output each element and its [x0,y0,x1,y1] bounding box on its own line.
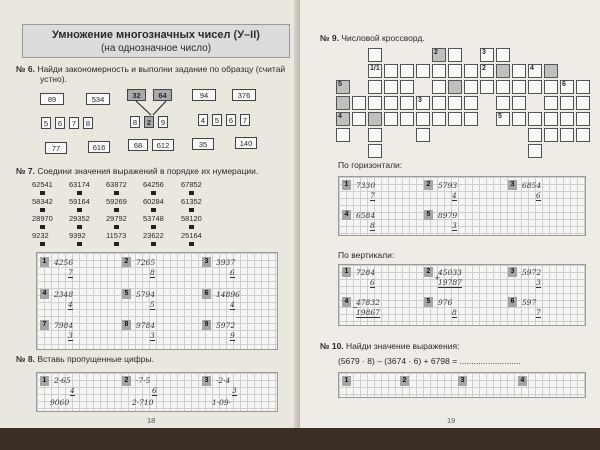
crossword-cell [496,96,510,110]
crossword-number: 2 [482,65,486,72]
ex7-dot-marker [189,208,194,212]
ex7-value: 53748 [143,214,164,223]
crossword-cell [576,112,590,126]
horizontal-grid [338,176,586,236]
task-multiplier: 4 [68,300,73,309]
crossword-cell [368,112,382,126]
ex7-dot-marker [189,225,194,229]
task-multiplier: 5 [150,300,155,309]
crossword-cell [336,96,350,110]
crossword-cell [368,96,382,110]
ex7-text: Соедини значения выражений в порядке их нумерации. [37,166,259,176]
task-multiplier: 8 [452,308,457,317]
crossword-cell [416,128,430,142]
task-number-badge: 5 [424,297,433,307]
ex6-cell: 5 [212,114,222,126]
crossword-cell [384,64,398,78]
crossword-cell [528,112,542,126]
task-multiplier: 4 [452,191,457,200]
task-number-badge: 4 [40,289,49,299]
task-multiplicand: 5972 [216,321,236,330]
task-multiplier: 3 [68,331,73,340]
crossword-cell [576,80,590,94]
crossword-cell [544,128,558,142]
task-multiplicand: 2·65 [54,376,71,385]
task-multiplicand: ·7·5 [136,376,151,385]
crossword-number: 6 [562,81,566,88]
crossword-cell [544,112,558,126]
ex10-text: Найди значение выражения: [346,341,460,351]
task-number-badge: 4 [342,210,351,220]
ex10-expression: (5679 · 8) – (3674 · 6) + 6798 = .......................... [338,356,521,366]
task-multiplier: 7 [370,191,375,200]
ex7-value: 29352 [69,214,90,223]
task-operand-a: 597 [522,298,537,307]
ex6-label: № 6. [16,64,35,74]
ex7-value: 9392 [69,231,86,240]
ex6-cell: 612 [152,139,174,151]
ex6-cell-highlight: 64 [153,89,172,101]
ex6-cell-highlight: 32 [127,89,146,101]
task-multiplicand: 5794 [136,290,156,299]
ex6-cell: 77 [45,142,67,154]
crossword-number: 3 [418,97,422,104]
task-number-badge: 4 [342,297,351,307]
ex6-cell: 6 [55,117,65,129]
crossword-cell [416,112,430,126]
crossword-cell [480,80,494,94]
task-multiplier: 9 [230,331,235,340]
task-sign: − [352,303,359,312]
task-number-badge: 5 [424,210,433,220]
ex7-value: 23622 [143,231,164,240]
crossword-cell [560,112,574,126]
ex7-value: 60284 [143,197,164,206]
crossword-cell [448,80,462,94]
crossword-cell [400,64,414,78]
task-multiplicand: 4256 [54,258,74,267]
task-number-badge: 3 [508,180,517,190]
crossword-cell [352,96,366,110]
crossword-cell [544,80,558,94]
task-multiplier: 6 [536,191,541,200]
task-multiplicand: 14896 [216,290,240,299]
task-multiplicand: 7265 [136,258,156,267]
task-multiplier: 7 [536,308,541,317]
ex7-dot-marker [40,225,45,229]
crossword-cell [496,48,510,62]
task-result: 1·09· [212,398,232,407]
ex10-step-badge: 2 [400,376,409,386]
desk-surface [0,428,600,450]
ex6-cell: 534 [86,93,110,105]
ex7-dot-marker [189,242,194,246]
task-multiplier: 3 [536,278,541,287]
ex7-dot-marker [114,242,119,246]
ex6-cell: 7 [240,114,250,126]
ex10-step-badge: 4 [518,376,527,386]
crossword-cell [576,96,590,110]
task-number-badge: 7 [40,320,49,330]
task-multiplier: 3 [452,221,457,230]
ex6-cell: 68 [128,139,148,151]
task-multiplier: 8 [370,221,375,230]
ex9-text: Числовой кроссворд. [341,33,425,43]
ex7-value: 62541 [32,180,53,189]
crossword-cell [416,64,430,78]
ex6-text-2: устно). [40,74,67,84]
task-operand-b: 19787 [438,278,462,287]
task-number-badge: 1 [40,376,49,386]
ex10-step-badge: 3 [458,376,467,386]
ex8-label: № 8. [16,354,35,364]
crossword-cell [464,96,478,110]
ex7-value: 63872 [106,180,127,189]
ex7-dot-marker [151,225,156,229]
task-number-badge: 3 [202,257,211,267]
crossword-cell [560,96,574,110]
crossword-cell [464,112,478,126]
ex9-label: № 9. [320,33,339,43]
ex9-heading [320,33,425,44]
task-number-badge: 6 [202,289,211,299]
ex7-heading [16,166,286,177]
ex7-value: 63174 [69,180,90,189]
ex7-dot-marker [151,242,156,246]
ex7-dot-marker [40,242,45,246]
task-operand-b: 19867 [356,308,380,317]
crossword-cell [432,112,446,126]
ex7-value: 59269 [106,197,127,206]
ex6-cell-highlight: 2 [144,116,154,128]
task-number-badge: 2 [122,257,131,267]
ex7-value: 28970 [32,214,53,223]
task-multiplier: 6 [152,386,157,395]
task-number-badge: 3 [202,376,211,386]
ex7-value: 58342 [32,197,53,206]
lesson-title [23,29,289,41]
crossword-cell [368,128,382,142]
task-operand-a: 5972 [522,268,542,277]
ex6-cell: 8 [83,117,93,129]
task-operand-a: 47832 [356,298,380,307]
vertical-label: По вертикали: [338,250,395,260]
ex7-dot-marker [40,208,45,212]
task-multiplicand: 7330 [356,181,376,190]
task-multiplicand: 6854 [522,181,542,190]
task-multiplier: 7 [68,268,73,277]
crossword-cell [512,64,526,78]
ex7-value: 29792 [106,214,127,223]
crossword-cell [336,128,350,142]
crossword-cell [432,96,446,110]
crossword-cell [544,96,558,110]
ex7-dot-marker [189,191,194,195]
crossword-cell [448,112,462,126]
task-multiplicand: 9784 [136,321,156,330]
crossword-cell [352,112,366,126]
ex6-cell: 376 [232,89,256,101]
ex7-value: 64256 [143,180,164,189]
crossword-cell [544,64,558,78]
crossword-cell [448,48,462,62]
ex7-dot-marker [114,208,119,212]
task-multiplicand: 8979 [438,211,458,220]
lesson-title-box [22,24,290,58]
crossword-cell [528,144,542,158]
task-multiplicand: 2348 [54,290,74,299]
crossword-cell [400,96,414,110]
task-number-badge: 1 [342,180,351,190]
ex6-arrows [130,100,175,117]
crossword-cell [576,128,590,142]
ex8-text: Вставь пропущенные цифры. [37,354,154,364]
crossword-cell [528,128,542,142]
crossword-cell [400,112,414,126]
ex7-value: 59164 [69,197,90,206]
task-multiplier: 8 [150,268,155,277]
crossword-cell [448,96,462,110]
crossword-cell [368,80,382,94]
ex6-text-1: Найди закономерность и выполни задание по образцу (считай [37,64,286,74]
crossword-cell [560,128,574,142]
ex7-dot-marker [77,191,82,195]
ex7-dot-marker [77,225,82,229]
ex7-dot-marker [77,242,82,246]
crossword-number: 3 [482,49,486,56]
task-multiplier: 4 [230,300,235,309]
task-multiplier: 4 [70,386,75,395]
ex7-dot-marker [77,208,82,212]
ex7-value: 67852 [181,180,202,189]
crossword-cell [512,96,526,110]
ex7-dot-marker [151,191,156,195]
task-multiplicand: 6584 [356,211,376,220]
ex6-cell: 94 [192,89,216,101]
right-page [300,0,600,450]
task-number-badge: 9 [202,320,211,330]
crossword-cell [464,64,478,78]
ex7-dot-marker [151,208,156,212]
task-multiplicand: 3937 [216,258,236,267]
ex10-heading [320,341,459,352]
ex10-label: № 10. [320,341,344,351]
ex8-heading [16,354,154,365]
ex7-value: 61352 [181,197,202,206]
crossword-cell [432,80,446,94]
task-multiplier: 6 [370,278,375,287]
task-number-badge: 3 [508,267,517,277]
crossword-cell [384,112,398,126]
ex6-cell: 616 [88,141,110,153]
task-multiplier: 3 [232,386,237,395]
crossword-cell [368,48,382,62]
task-number-badge: 2 [122,376,131,386]
crossword-cell [432,64,446,78]
task-operand-a: 45033 [438,268,462,277]
horizontal-label: По горизонтали: [338,160,403,170]
task-number-badge: 8 [122,320,131,330]
task-operand-a: 976 [438,298,453,307]
task-number-badge: 1 [342,267,351,277]
crossword-number: 2 [434,49,438,56]
ex6-cell: 35 [192,138,214,150]
crossword-cell [384,96,398,110]
ex6-cell: 6 [226,114,236,126]
crossword-cell [496,64,510,78]
ex6-cell: 5 [41,117,51,129]
crossword-number: 5 [338,81,342,88]
ex6-cell: 4 [198,114,208,126]
ex7-value: 58120 [181,214,202,223]
task-sign: + [434,273,441,282]
crossword-cell [384,80,398,94]
crossword-cell [512,80,526,94]
crossword-cell [496,80,510,94]
lesson-subtitle: (на однозначное число) [100,43,212,54]
task-number-badge: 2 [424,267,433,277]
task-multiplicand: 5793 [438,181,458,190]
crossword-number: 4 [530,65,534,72]
ex7-dot-marker [114,225,119,229]
task-multiplier: 6 [230,268,235,277]
ex10-step-badge: 1 [342,376,351,386]
crossword-cell [368,144,382,158]
lesson-level: (У–II) [233,29,260,41]
task-number-badge: 6 [508,297,517,307]
task-multiplier: 3 [150,331,155,340]
ex6-cell: 140 [235,137,257,149]
task-number-badge: 1 [40,257,49,267]
crossword-cell [448,64,462,78]
task-number-badge: 2 [424,180,433,190]
ex7-value: 11573 [106,231,127,240]
crossword-cell [400,80,414,94]
ex7-label: № 7. [16,166,35,176]
task-number-badge: 5 [122,289,131,299]
crossword-cell [512,112,526,126]
crossword-number: 4 [338,113,342,120]
lesson-title-text: Умножение многозначных чисел [52,29,231,41]
ex6-cell: 89 [40,93,64,105]
ex6-cell: 7 [69,117,79,129]
ex6-cell: 9 [158,116,168,128]
task-operand-a: 7284 [356,268,376,277]
task-result: 9060 [50,398,70,407]
crossword-number: 1/1 [370,65,380,72]
page-number-left: 18 [147,416,156,425]
ex7-dot-marker [114,191,119,195]
crossword-number: 5 [498,113,502,120]
ex7-value: 9232 [32,231,49,240]
task-multiplicand: ·2·4 [216,376,231,385]
ex7-value: 25164 [181,231,202,240]
task-multiplicand: 7984 [54,321,74,330]
task-result: 2·710 [132,398,154,407]
crossword-cell [528,80,542,94]
page-number-right: 19 [447,416,456,425]
ex7-dot-marker [40,191,45,195]
crossword-cell [464,80,478,94]
ex6-cell: 8 [130,116,140,128]
